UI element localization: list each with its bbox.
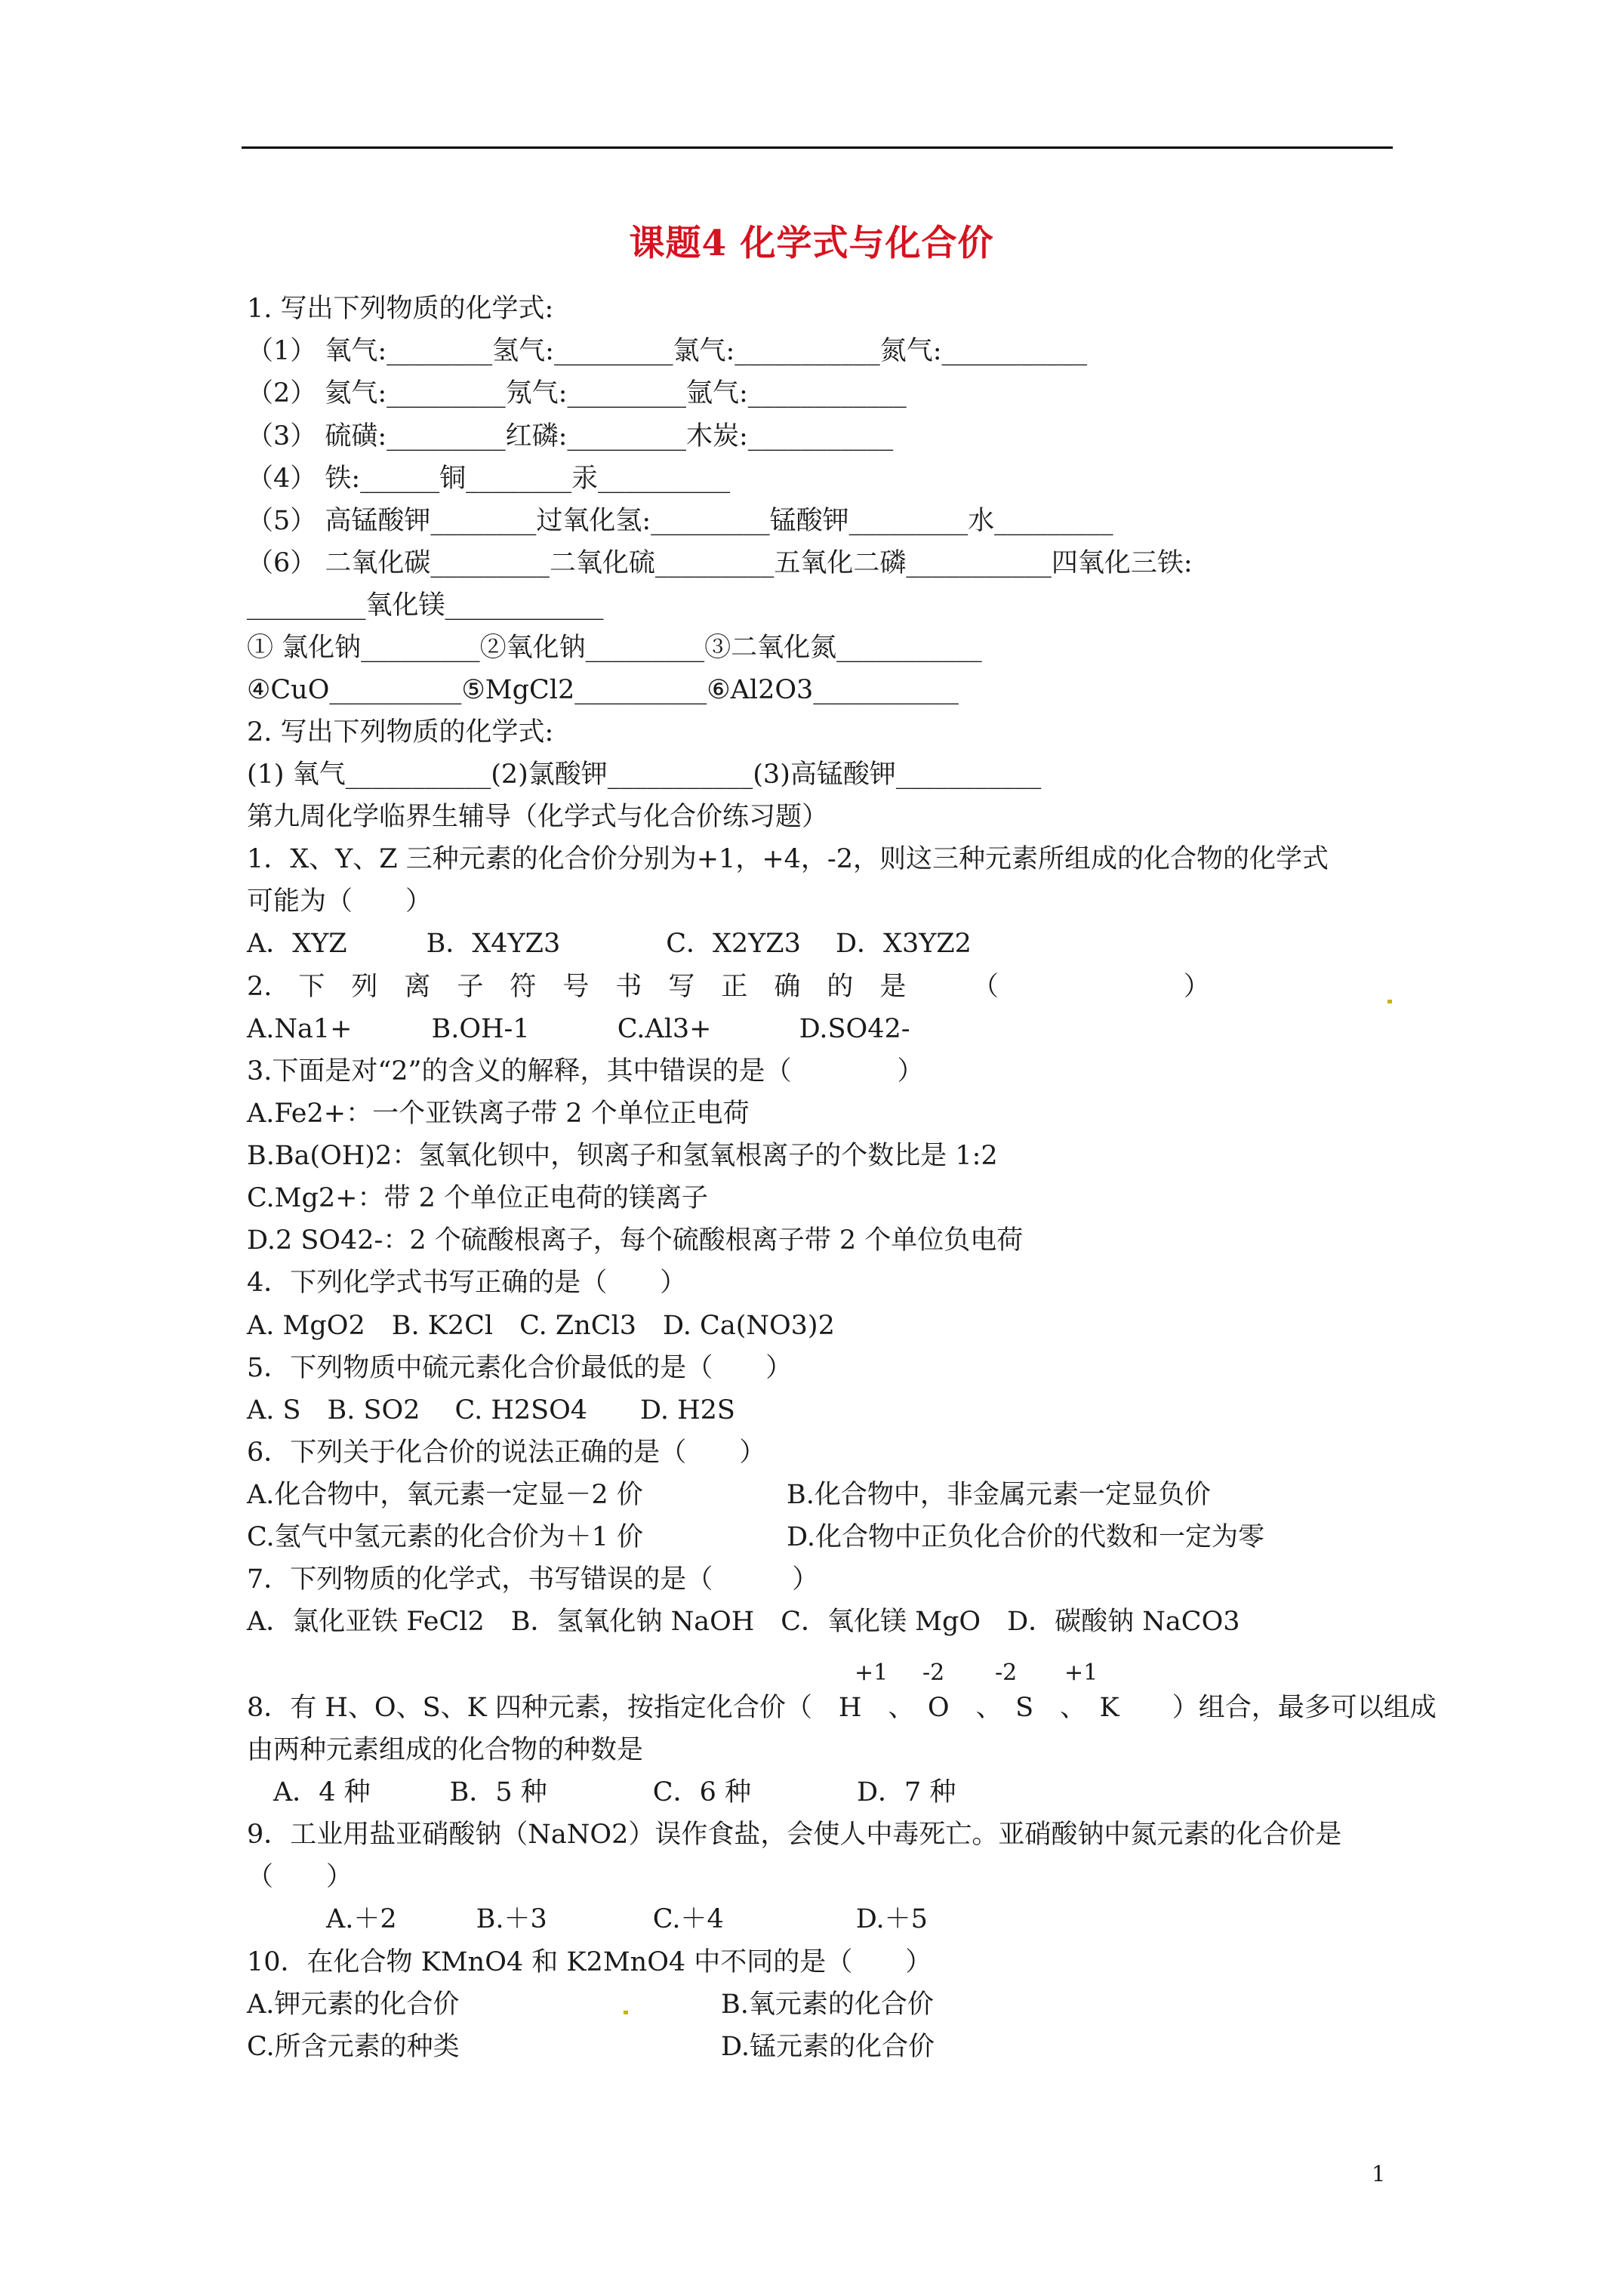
page-number: 1 <box>1372 2161 1386 2187</box>
text-line: （3） 硫磺:_________红磷:_________木炭:___________ <box>247 421 894 451</box>
question-10: 10．在化合物 KMnO4 和 K2MnO4 中不同的是（ ） <box>247 1947 932 1977</box>
question-8: 8．有 H、O、S、K 四种元素，按指定化合价（ H 、 O 、 S 、 K ）组合，最多可以组成 <box>247 1693 1437 1723</box>
text-line: B.Ba(OH)2：氢氧化钡中，钡离子和氢氧根离子的个数比是 1:2 <box>247 1141 998 1171</box>
text-line: (1) 氧气___________(2)氯酸钾___________(3)高锰酸钾___________ <box>247 760 1042 790</box>
option-d: D.化合物中正负化合价的代数和一定为零 <box>787 1522 1264 1552</box>
stray-dot <box>1387 1000 1392 1003</box>
valence-o: -2 <box>922 1660 945 1686</box>
question-4: 4．下列化学式书写正确的是（ ） <box>247 1268 687 1298</box>
text-line: 可能为（ ） <box>247 886 433 917</box>
question-5: 5．下列物质中硫元素化合价最低的是（ ） <box>247 1353 793 1383</box>
text-line: （5） 高锰酸钾________过氧化氢:_________锰酸钾_________水_________ <box>247 506 1113 536</box>
text-line: （4） 铁:______铜________汞__________ <box>247 464 731 494</box>
options-line: A．XYZ B．X4YZ3 C．X2YZ3 D．X3YZ2 <box>247 929 972 959</box>
section-1-heading: 1. 写出下列物质的化学式: <box>247 294 554 324</box>
text-line: ④CuO__________⑤MgCl2__________⑥Al2O3___________ <box>247 675 959 705</box>
option-b: B.氧元素的化合价 <box>721 1989 934 2020</box>
question-3: 3.下面是对“2”的含义的解释，其中错误的是（ ） <box>247 1056 924 1086</box>
text-line: _________氧化镁____________ <box>247 590 604 621</box>
option-b: B.化合物中，非金属元素一定显负价 <box>787 1480 1211 1510</box>
options-line: A.＋2 B.＋3 C.＋4 D.＋5 <box>247 1904 928 1934</box>
question-2: 2. 下 列 离 子 符 号 书 写 正 确 的 是 （ ） <box>247 972 1210 1002</box>
options-line: A. MgO2 B. K2Cl C. ZnCl3 D. Ca(NO3)2 <box>247 1311 835 1341</box>
valence-h: +1 <box>855 1660 888 1686</box>
text-line: D.2 SO42-：2 个硫酸根离子，每个硫酸根离子带 2 个单位负电荷 <box>247 1225 1024 1256</box>
section-heading: 第九周化学临界生辅导（化学式与化合价练习题） <box>247 802 829 832</box>
header-rule <box>242 146 1393 149</box>
options-line: A．氯化亚铁 FeCl2 B．氢氧化钠 NaOH C．氧化镁 MgO D．碳酸钠 NaCO3 <box>247 1607 1240 1637</box>
text-line: A.Fe2+：一个亚铁离子带 2 个单位正电荷 <box>247 1099 750 1129</box>
question-6: 6．下列关于化合价的说法正确的是（ ） <box>247 1438 766 1468</box>
text-line: （ ） <box>247 1862 353 1892</box>
text-line: 由两种元素组成的化合物的种数是 <box>247 1735 644 1765</box>
options-line: A. S B. SO2 C. H2SO4 D. H2S <box>247 1395 735 1425</box>
page-title: 课题4 化学式与化合价 <box>629 223 994 264</box>
text-line: （2） 氦气:_________氖气:_________氩气:____________ <box>247 378 907 408</box>
option-d: D.锰元素的化合价 <box>721 2032 935 2062</box>
valence-k: +1 <box>1064 1660 1098 1686</box>
option-a: A.钾元素的化合价 <box>247 1989 460 2020</box>
section-2-heading: 2. 写出下列物质的化学式: <box>247 717 554 747</box>
text-line: ① 氯化钠_________②氧化钠_________③二氧化氮___________ <box>247 633 982 663</box>
text-line: （6） 二氧化碳_________二氧化硫_________五氧化二磷___________四氧化三铁: <box>247 548 1193 578</box>
options-line: A.Na1+ B.OH-1 C.Al3+ D.SO42- <box>247 1014 910 1044</box>
text-line: （1） 氧气:________氢气:_________氯气:___________氮气:___________ <box>247 336 1088 366</box>
valence-s: -2 <box>995 1660 1018 1686</box>
options-line: A．4 种 B．5 种 C．6 种 D．7 种 <box>247 1777 956 1808</box>
option-c: C.所含元素的种类 <box>247 2032 460 2062</box>
option-c: C.氢气中氢元素的化合价为＋1 价 <box>247 1522 644 1552</box>
question-9: 9．工业用盐亚硝酸钠（NaNO2）误作食盐，会使人中毒死亡。亚硝酸钠中氮元素的化合价是 <box>247 1820 1342 1850</box>
question-7: 7．下列物质的化学式，书写错误的是（ ） <box>247 1564 819 1595</box>
text-line: C.Mg2+：带 2 个单位正电荷的镁离子 <box>247 1183 709 1213</box>
question-1: 1．X、Y、Z 三种元素的化合价分别为+1，+4，-2，则这三种元素所组成的化合物的化学式 <box>247 844 1329 874</box>
option-a: A.化合物中，氧元素一定显－2 价 <box>247 1480 643 1510</box>
stray-dot <box>624 2011 628 2014</box>
